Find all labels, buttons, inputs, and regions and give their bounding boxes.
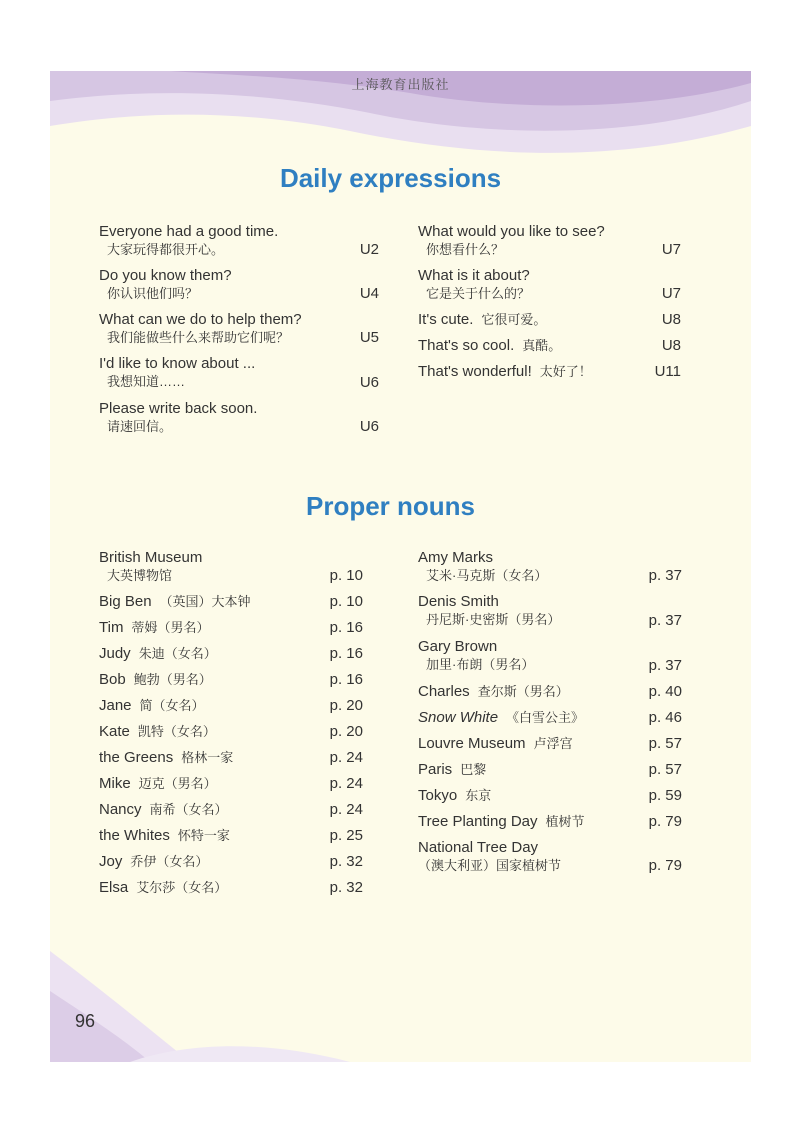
expression-item — [418, 337, 681, 363]
noun-zh: 迈克（男名） — [138, 776, 217, 791]
noun-zh: 《白雪公主》 — [506, 710, 585, 725]
page-ref: p. 40 — [648, 683, 682, 700]
unit-ref: U7 — [661, 285, 681, 302]
page-ref: p. 25 — [329, 827, 363, 844]
noun-item — [99, 645, 363, 671]
expression-item — [99, 355, 379, 400]
page-ref: p. 20 — [329, 697, 363, 714]
expression-item — [99, 267, 379, 311]
noun-en: Amy Marks — [418, 549, 493, 566]
noun-item — [418, 593, 682, 638]
noun-item — [99, 801, 363, 827]
noun-zh: 东京 — [465, 788, 492, 803]
noun-item — [418, 813, 682, 839]
page-ref: p. 32 — [329, 853, 363, 870]
noun-item — [418, 735, 682, 761]
unit-ref: U2 — [359, 241, 379, 258]
noun-item — [99, 853, 363, 879]
noun-zh: 大英博物馆 — [107, 568, 173, 583]
expression-item — [418, 363, 681, 389]
page-ref: p. 10 — [329, 567, 363, 584]
daily-right-column — [418, 223, 681, 389]
noun-item — [99, 775, 363, 801]
unit-ref: U5 — [359, 329, 379, 346]
noun-item — [99, 723, 363, 749]
unit-ref: U8 — [661, 311, 681, 328]
noun-item — [99, 671, 363, 697]
noun-en: Elsa — [99, 879, 129, 896]
noun-en: Gary Brown — [418, 638, 498, 655]
daily-left-column — [99, 223, 379, 444]
expression-zh: 请速回信。 — [107, 419, 173, 434]
expression-zh: 太好了！ — [539, 364, 592, 379]
noun-item — [418, 787, 682, 813]
unit-ref: U7 — [661, 241, 681, 258]
unit-ref: U11 — [654, 363, 681, 380]
expression-zh: 我们能做些什么来帮助它们呢？ — [107, 330, 290, 345]
noun-en: Tree Planting Day — [418, 813, 538, 830]
noun-item — [418, 683, 682, 709]
expression-zh: 你想看什么？ — [426, 242, 505, 257]
page-ref: p. 16 — [329, 645, 363, 662]
noun-en: National Tree Day — [418, 839, 539, 856]
noun-zh: 丹尼斯·史密斯（男名） — [426, 612, 561, 627]
expression-zh: 你认识他们吗？ — [107, 286, 199, 301]
noun-en: Big Ben — [99, 593, 152, 610]
expression-en: Do you know them? — [99, 267, 232, 284]
noun-en: Louvre Museum — [418, 735, 526, 752]
proper-left-column — [99, 549, 363, 905]
noun-en: Snow White — [418, 709, 499, 726]
expression-zh: 它很可爱。 — [481, 312, 547, 327]
noun-zh: 简（女名） — [139, 698, 205, 713]
noun-en: Tokyo — [418, 787, 458, 804]
expression-en: That's so cool. — [418, 337, 515, 354]
noun-zh: 蒂姆（男名） — [131, 620, 210, 635]
noun-item — [99, 619, 363, 645]
noun-item — [99, 549, 363, 593]
noun-en: British Museum — [99, 549, 203, 566]
expression-en: I'd like to know about ... — [99, 355, 256, 372]
publisher-label: 上海教育出版社 — [351, 77, 450, 92]
page-ref: p. 59 — [648, 787, 682, 804]
page-ref: p. 37 — [648, 657, 682, 674]
page-ref: p. 57 — [648, 735, 682, 752]
noun-zh: 查尔斯（男名） — [477, 684, 569, 699]
page-ref: p. 24 — [329, 801, 363, 818]
page-ref: p. 24 — [329, 775, 363, 792]
noun-item — [418, 638, 682, 683]
noun-zh: 南希（女名） — [149, 802, 228, 817]
unit-ref: U8 — [661, 337, 681, 354]
noun-item — [418, 549, 682, 593]
noun-item — [418, 709, 682, 735]
noun-item — [99, 827, 363, 853]
noun-item — [99, 593, 363, 619]
daily-expressions-title: Daily expressions — [279, 163, 502, 193]
noun-en: Charles — [418, 683, 470, 700]
expression-en: That's wonderful! — [418, 363, 532, 380]
unit-ref: U6 — [359, 374, 379, 391]
expression-en: What would you like to see? — [418, 223, 605, 240]
page-ref: p. 20 — [329, 723, 363, 740]
page-number: 96 — [75, 1011, 96, 1031]
expression-en: Everyone had a good time. — [99, 223, 279, 240]
proper-nouns-title: Proper nouns — [305, 491, 475, 521]
expression-zh: 真酷。 — [522, 338, 562, 353]
noun-zh: （澳大利亚）国家植树节 — [418, 858, 562, 873]
noun-en: Jane — [99, 697, 132, 714]
page-ref: p. 10 — [329, 593, 363, 610]
textbook-page — [50, 71, 751, 1062]
expression-en: It's cute. — [418, 311, 474, 328]
noun-zh: 加里·布朗（男名） — [426, 657, 535, 672]
expression-item — [99, 223, 379, 267]
noun-en: the Whites — [99, 827, 170, 844]
unit-ref: U4 — [359, 285, 379, 302]
noun-en: Paris — [418, 761, 453, 778]
noun-zh: 卢浮宫 — [533, 736, 573, 751]
noun-item — [418, 839, 682, 883]
expression-item — [418, 223, 681, 267]
expression-zh: 大家玩得都很开心。 — [107, 242, 225, 257]
noun-en: Tim — [99, 619, 124, 636]
page-ref: p. 79 — [648, 857, 682, 874]
noun-zh: 朱迪（女名） — [138, 646, 217, 661]
expression-item — [418, 311, 681, 337]
noun-zh: 格林一家 — [181, 750, 234, 765]
page-ref: p. 16 — [329, 619, 363, 636]
noun-zh: （英国）大本钟 — [159, 594, 251, 609]
noun-en: the Greens — [99, 749, 174, 766]
noun-zh: 艾尔莎（女名） — [136, 880, 228, 895]
noun-zh: 巴黎 — [460, 762, 487, 777]
page-ref: p. 37 — [648, 567, 682, 584]
expression-zh: 它是关于什么的？ — [426, 286, 531, 301]
noun-en: Denis Smith — [418, 593, 499, 610]
expression-item — [99, 311, 379, 355]
noun-en: Mike — [99, 775, 131, 792]
expression-en: What is it about? — [418, 267, 530, 284]
noun-en: Nancy — [99, 801, 142, 818]
page-ref: p. 32 — [329, 879, 363, 896]
noun-item — [99, 879, 363, 905]
noun-en: Judy — [99, 645, 131, 662]
noun-zh: 鲍勃（男名） — [133, 672, 212, 687]
unit-ref: U6 — [359, 418, 379, 435]
expression-item — [418, 267, 681, 311]
page-ref: p. 57 — [648, 761, 682, 778]
expression-en: What can we do to help them? — [99, 311, 302, 328]
noun-item — [99, 749, 363, 775]
noun-zh: 凯特（女名） — [137, 724, 216, 739]
page-ref: p. 79 — [648, 813, 682, 830]
page-ref: p. 24 — [329, 749, 363, 766]
noun-zh: 艾米·马克斯（女名） — [426, 568, 548, 583]
noun-en: Bob — [99, 671, 126, 688]
noun-zh: 乔伊（女名） — [130, 854, 209, 869]
expression-en: Please write back soon. — [99, 400, 258, 417]
noun-en: Joy — [99, 853, 123, 870]
page-ref: p. 46 — [648, 709, 682, 726]
page-ref: p. 16 — [329, 671, 363, 688]
noun-item — [99, 697, 363, 723]
noun-zh: 怀特一家 — [177, 828, 230, 843]
noun-item — [418, 761, 682, 787]
page-ref: p. 37 — [648, 612, 682, 629]
expression-item — [99, 400, 379, 444]
expression-zh: 我想知道…… — [107, 374, 186, 389]
bottom-decorative-wave — [50, 931, 751, 1062]
noun-en: Kate — [99, 723, 130, 740]
proper-right-column — [418, 549, 682, 883]
noun-zh: 植树节 — [545, 814, 585, 829]
